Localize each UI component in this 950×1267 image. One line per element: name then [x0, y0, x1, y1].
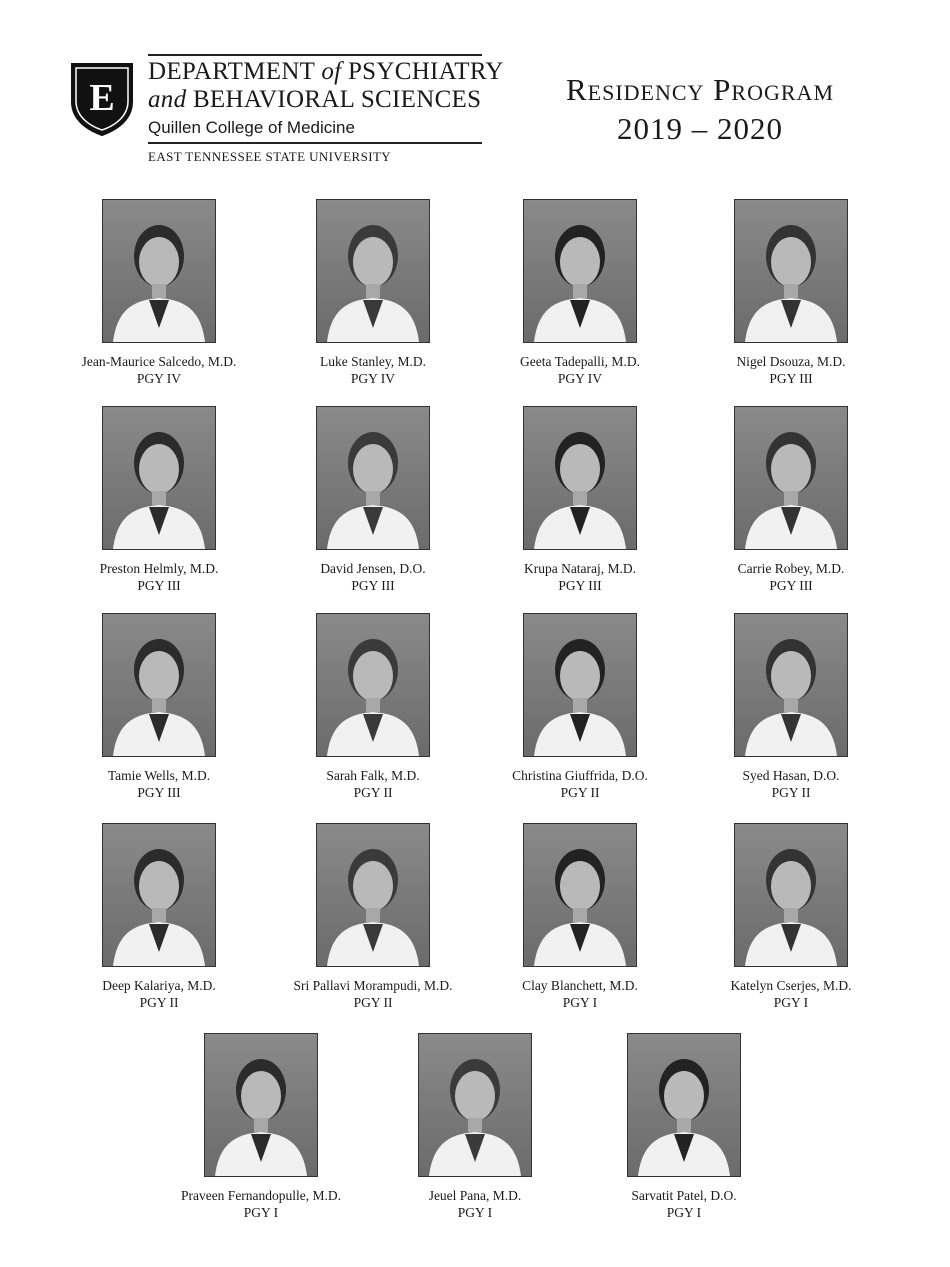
resident-pgy-level: PGY III: [137, 785, 181, 800]
resident-photo: [316, 199, 430, 343]
resident-pgy-level: PGY III: [769, 371, 813, 386]
resident-name: Jeuel Pana, M.D.: [428, 1188, 522, 1203]
resident-photo: [102, 199, 216, 343]
resident-pgy-level: PGY II: [353, 995, 393, 1010]
resident-pgy-level: PGY I: [773, 995, 809, 1010]
college-name: Quillen College of Medicine: [148, 118, 355, 137]
resident-card: [691, 613, 891, 801]
resident-card: [691, 823, 891, 1011]
resident-card: [273, 823, 473, 1011]
resident-pgy-level: PGY I: [666, 1205, 702, 1220]
resident-pgy-level: PGY III: [558, 578, 602, 593]
resident-pgy-level: PGY II: [771, 785, 811, 800]
resident-pgy-level: PGY I: [457, 1205, 493, 1220]
resident-card: [273, 199, 473, 387]
resident-card: [273, 406, 473, 594]
resident-name: Sarah Falk, M.D.: [326, 768, 420, 783]
resident-name: Syed Hasan, D.O.: [742, 768, 840, 783]
resident-name: David Jensen, D.O.: [320, 561, 426, 576]
etsu-shield-logo: [70, 62, 134, 136]
logo-letter: E: [89, 77, 115, 119]
resident-photo: [627, 1033, 741, 1177]
program-title: Residency Program: [565, 72, 834, 107]
resident-photo: [316, 823, 430, 967]
program-years: 2019 – 2020: [617, 111, 783, 146]
resident-name: Sri Pallavi Morampudi, M.D.: [293, 978, 453, 993]
resident-name: Praveen Fernandopulle, M.D.: [180, 1188, 342, 1203]
resident-card: [375, 1033, 575, 1221]
resident-card: [480, 199, 680, 387]
resident-photo: [418, 1033, 532, 1177]
resident-photo: [204, 1033, 318, 1177]
resident-name: Preston Helmly, M.D.: [99, 561, 219, 576]
resident-pgy-level: PGY II: [353, 785, 393, 800]
resident-card: [691, 406, 891, 594]
resident-name: Jean-Maurice Salcedo, M.D.: [81, 354, 237, 369]
department-name-line1: DEPARTMENT of PSYCHIATRY: [148, 58, 504, 85]
resident-pgy-level: PGY IV: [557, 371, 603, 386]
resident-card: [480, 613, 680, 801]
resident-pgy-level: PGY II: [139, 995, 179, 1010]
resident-name: Krupa Nataraj, M.D.: [523, 561, 637, 576]
resident-photo: [102, 406, 216, 550]
resident-card: [161, 1033, 361, 1221]
resident-card: [273, 613, 473, 801]
resident-photo: [102, 823, 216, 967]
resident-card: [59, 823, 259, 1011]
resident-photo: [523, 406, 637, 550]
resident-photo: [734, 613, 848, 757]
resident-card: [480, 823, 680, 1011]
resident-name: Christina Giuffrida, D.O.: [512, 768, 648, 783]
resident-pgy-level: PGY II: [560, 785, 600, 800]
resident-photo: [523, 199, 637, 343]
resident-name: Luke Stanley, M.D.: [320, 354, 426, 369]
resident-photo: [734, 199, 848, 343]
resident-card: [480, 406, 680, 594]
resident-photo: [316, 613, 430, 757]
resident-name: Deep Kalariya, M.D.: [102, 978, 216, 993]
resident-pgy-level: PGY IV: [350, 371, 396, 386]
header-rule-top: [148, 54, 482, 56]
university-name: EAST TENNESSEE STATE UNIVERSITY: [148, 149, 392, 164]
department-name-line2: and BEHAVIORAL SCIENCES: [148, 86, 482, 113]
resident-photo: [523, 613, 637, 757]
resident-name: Sarvatit Patel, D.O.: [631, 1188, 737, 1203]
resident-name: Geeta Tadepalli, M.D.: [520, 354, 640, 369]
resident-photo: [734, 823, 848, 967]
resident-name: Clay Blanchett, M.D.: [522, 978, 638, 993]
resident-photo: [316, 406, 430, 550]
resident-photo: [102, 613, 216, 757]
resident-name: Nigel Dsouza, M.D.: [736, 354, 846, 369]
resident-card: [691, 199, 891, 387]
resident-card: [59, 613, 259, 801]
resident-card: [59, 199, 259, 387]
resident-pgy-level: PGY I: [243, 1205, 279, 1220]
resident-card: [584, 1033, 784, 1221]
resident-pgy-level: PGY III: [351, 578, 395, 593]
resident-name: Tamie Wells, M.D.: [107, 768, 211, 783]
resident-card: [59, 406, 259, 594]
resident-pgy-level: PGY IV: [136, 371, 182, 386]
resident-pgy-level: PGY I: [562, 995, 598, 1010]
resident-photo: [523, 823, 637, 967]
resident-photo: [734, 406, 848, 550]
resident-name: Katelyn Cserjes, M.D.: [730, 978, 852, 993]
resident-pgy-level: PGY III: [769, 578, 813, 593]
resident-pgy-level: PGY III: [137, 578, 181, 593]
resident-name: Carrie Robey, M.D.: [737, 561, 845, 576]
header-rule-bottom: [148, 142, 482, 144]
